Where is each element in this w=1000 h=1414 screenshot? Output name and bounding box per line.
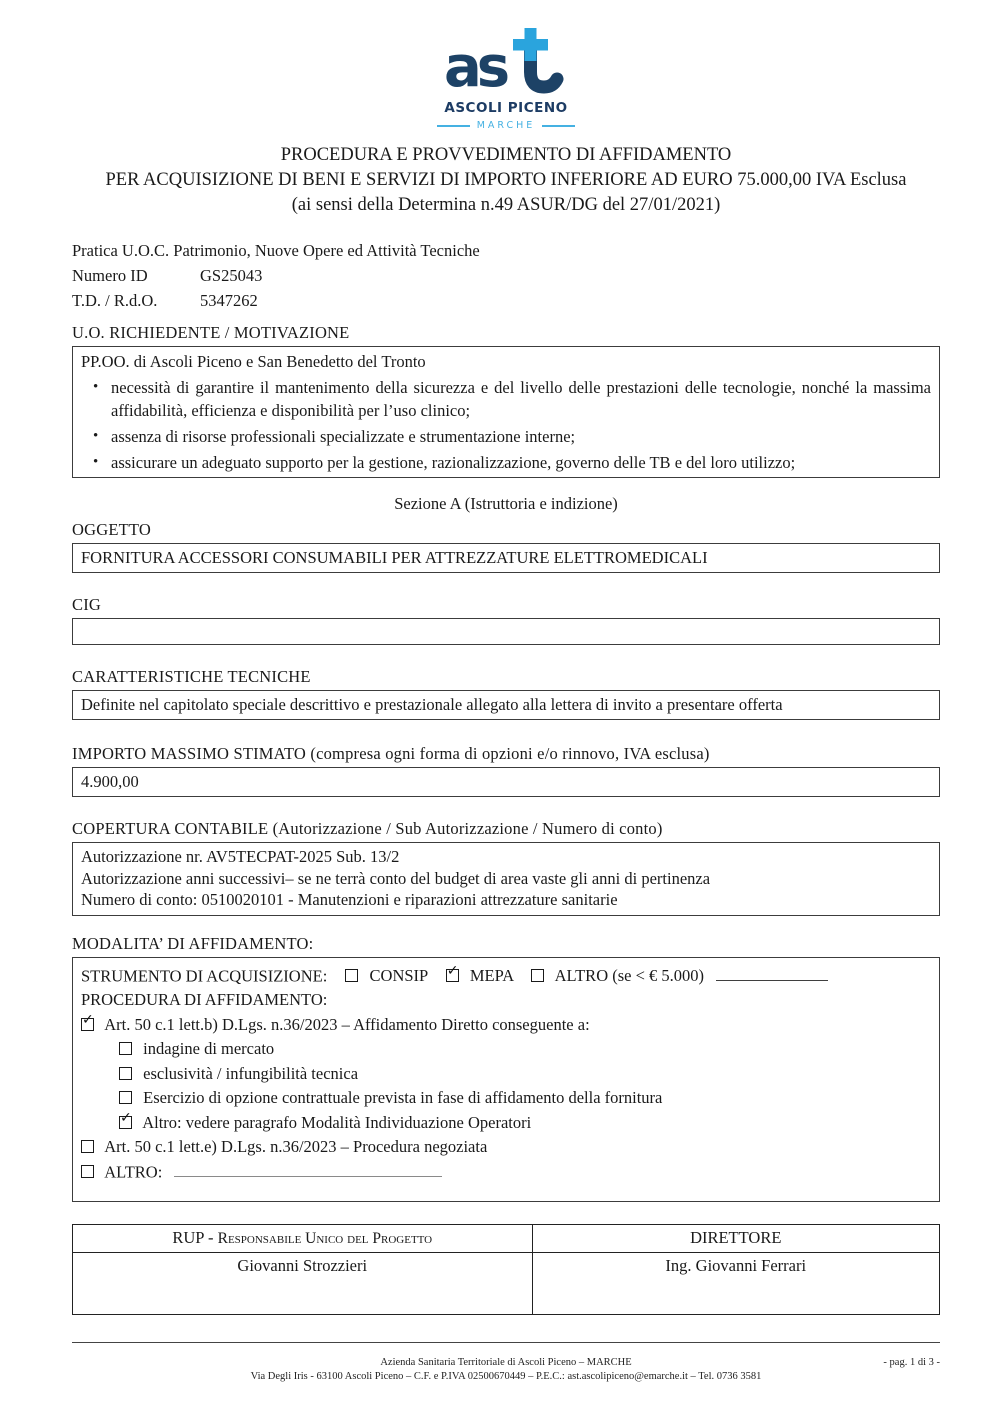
title-line-1: PROCEDURA E PROVVEDIMENTO DI AFFIDAMENTO <box>280 145 732 165</box>
strumento-label: STRUMENTO DI ACQUISIZIONE: <box>81 965 328 985</box>
checkbox-unchecked-icon <box>119 1091 132 1104</box>
title-line-3: (ai sensi della Determina n.49 ASUR/DG del 27/01/2021) <box>291 195 721 215</box>
modalita-item <box>81 1037 931 1062</box>
modalita-box <box>72 957 940 1202</box>
modalita-item-label: ALTRO: <box>104 1162 163 1182</box>
document-title <box>72 143 940 218</box>
copertura-box <box>72 842 940 916</box>
modalita-item <box>81 1013 931 1038</box>
copertura-line: Autorizzazione anni successivi– se ne terrà conto del budget di area vaste gli anni di pertinenza <box>81 868 711 888</box>
reference-row <box>72 263 940 288</box>
option-consip-label: CONSIP <box>369 965 428 985</box>
modalita-item <box>81 1062 931 1087</box>
pratica-line: Pratica U.O.C. Patrimonio, Nuove Opere ed Attività Tecniche <box>72 241 480 260</box>
logo-city-label: ASCOLI PICENO <box>444 100 568 116</box>
modalita-item-label: Altro: vedere paragrafo Modalità Individuazione Operatori <box>142 1112 532 1132</box>
td-rdo-label: T.D. / R.d.O. <box>72 291 158 310</box>
rup-acronym: RUP <box>172 1227 204 1247</box>
option-mepa-label: MEPA <box>469 965 514 985</box>
modalita-item-label: Esercizio di opzione contrattuale prevista in fase di affidamento della fornitura <box>143 1088 663 1108</box>
modalita-item <box>81 1160 931 1185</box>
checkbox-unchecked-icon <box>81 1165 94 1178</box>
uo-bullet-item <box>81 451 931 474</box>
importo-heading: IMPORTO MASSIMO STIMATO (compresa ogni forma di opzioni e/o rinnovo, IVA esclusa) <box>72 744 710 763</box>
uo-bullet-text: assenza di risorse professionali specializzate e strumentazione interne; <box>111 427 576 446</box>
signatures-name-row <box>73 1252 940 1314</box>
logo-left-line <box>437 125 470 127</box>
uo-bullet-text: assicurare un adeguato supporto per la gestione, razionalizzazione, governo delle TB e del loro utilizzo; <box>111 453 796 472</box>
modalita-item <box>81 1111 931 1136</box>
option-altro <box>531 966 708 985</box>
checkbox-checked-icon: ✓ <box>81 1018 94 1031</box>
copertura-heading: COPERTURA CONTABILE (Autorizzazione / Sub Autorizzazione / Numero di conto) <box>72 819 663 838</box>
uo-bullet-item <box>81 376 931 422</box>
option-mepa <box>446 962 518 985</box>
uo-richiedente-box <box>72 346 940 478</box>
altro-blank-line <box>716 964 828 981</box>
rup-separator: - <box>203 1227 218 1247</box>
copertura-line: Autorizzazione nr. AV5TECPAT-2025 Sub. 13/2 <box>81 847 400 866</box>
page-number: - pag. 1 di 3 - <box>883 1357 940 1368</box>
signatures-table <box>72 1224 940 1315</box>
title-line-2: PER ACQUISIZIONE DI BENI E SERVIZI DI IMPORTO INFERIORE AD EURO 75.000,00 IVA Esclusa <box>105 170 907 190</box>
logo-right-line <box>542 125 575 127</box>
strumento-line <box>81 964 931 989</box>
uo-bullet-text: necessità di garantire il mantenimento della sicurezza e del livello delle prestazioni delle tecnologie, nonché la massima affidabilità, efficienza e disponibilità per l’uso clinico; <box>111 378 931 420</box>
modalita-item <box>81 1135 931 1160</box>
modalita-heading: MODALITA’ DI AFFIDAMENTO: <box>72 933 314 953</box>
cig-heading: CIG <box>72 595 102 614</box>
ast-logo <box>72 28 940 131</box>
logo-region-label: MARCHE <box>476 120 536 131</box>
importo-value-box: 4.900,00 <box>72 767 940 797</box>
cig-value-box <box>72 618 940 645</box>
caratteristiche-heading: CARATTERISTICHE TECNICHE <box>72 667 311 686</box>
copertura-line: Numero di conto: 0510020101 - Manutenzioni e riparazioni attrezzature sanitarie <box>81 890 618 909</box>
rup-title: Responsabile Unico del Progetto <box>217 1229 433 1247</box>
oggetto-heading: OGGETTO <box>72 520 152 539</box>
ast-wordmark <box>444 28 568 94</box>
procedura-label: PROCEDURA DI AFFIDAMENTO: <box>81 990 328 1010</box>
option-altro-label: ALTRO (se < € 5.000) <box>554 965 705 985</box>
modalita-item-label: indagine di mercato <box>143 1039 275 1059</box>
checkbox-checked-icon: ✓ <box>119 1116 132 1129</box>
oggetto-value-box: FORNITURA ACCESSORI CONSUMABILI PER ATTREZZATURE ELETTROMEDICALI <box>72 543 940 573</box>
reference-block <box>72 238 940 313</box>
bullet-icon: • <box>93 379 99 395</box>
numero-id-value: GS25043 <box>200 266 263 285</box>
modalita-item-label: Art. 50 c.1 lett.b) D.Lgs. n.36/2023 – Affidamento Diretto conseguente a: <box>104 1014 590 1034</box>
uo-richiedente-heading: U.O. RICHIEDENTE / MOTIVAZIONE <box>72 323 350 342</box>
plus-icon <box>513 28 548 61</box>
modalita-item-label: Art. 50 c.1 lett.e) D.Lgs. n.36/2023 – Procedura negoziata <box>104 1137 488 1157</box>
bullet-icon: • <box>93 428 99 444</box>
uo-intro: PP.OO. di Ascoli Piceno e San Benedetto del Tronto <box>81 352 426 371</box>
td-rdo-value: 5347262 <box>200 291 258 310</box>
checkbox-unchecked-icon <box>345 969 358 982</box>
numero-id-label: Numero ID <box>72 266 148 285</box>
ast-logo-mark <box>444 28 568 99</box>
logo-letters-as: as <box>444 35 506 94</box>
modalita-item-label: esclusività / infungibilità tecnica <box>143 1063 359 1083</box>
direttore-header-cell: DIRETTORE <box>532 1224 940 1252</box>
checkbox-checked-icon: ✓ <box>446 969 459 982</box>
rup-header-cell <box>73 1224 533 1252</box>
rup-name-cell: Giovanni Strozzieri <box>73 1252 533 1314</box>
reference-row <box>72 288 940 313</box>
checkbox-unchecked-icon <box>81 1140 94 1153</box>
page-footer <box>72 1342 940 1384</box>
bullet-icon: • <box>93 454 99 470</box>
signatures-header-row <box>73 1224 940 1252</box>
uo-bullet-item <box>81 425 931 448</box>
footer-org-line: Azienda Sanitaria Territoriale di Ascoli Piceno – MARCHE <box>380 1357 632 1368</box>
option-consip <box>345 966 431 985</box>
checkbox-unchecked-icon <box>531 969 544 982</box>
checkbox-unchecked-icon <box>119 1042 132 1055</box>
modalita-item <box>81 1086 931 1111</box>
logo-region-row <box>72 120 940 131</box>
footer-address-line: Via Degli Iris - 63100 Ascoli Piceno – C.F. e P.IVA 02500670449 – P.E.C.: ast.ascolipiceno@emarche.it – Tel. 0736 3581 <box>250 1371 762 1382</box>
sezione-a-title: Sezione A (Istruttoria e indizione) <box>394 494 618 513</box>
checkbox-unchecked-icon <box>119 1067 132 1080</box>
direttore-name-cell: Ing. Giovanni Ferrari <box>532 1252 940 1314</box>
caratteristiche-value-box: Definite nel capitolato speciale descrittivo e prestazionale allegato alla lettera di invito a presentare offerta <box>72 690 940 720</box>
altro-blank-line <box>174 1160 442 1177</box>
